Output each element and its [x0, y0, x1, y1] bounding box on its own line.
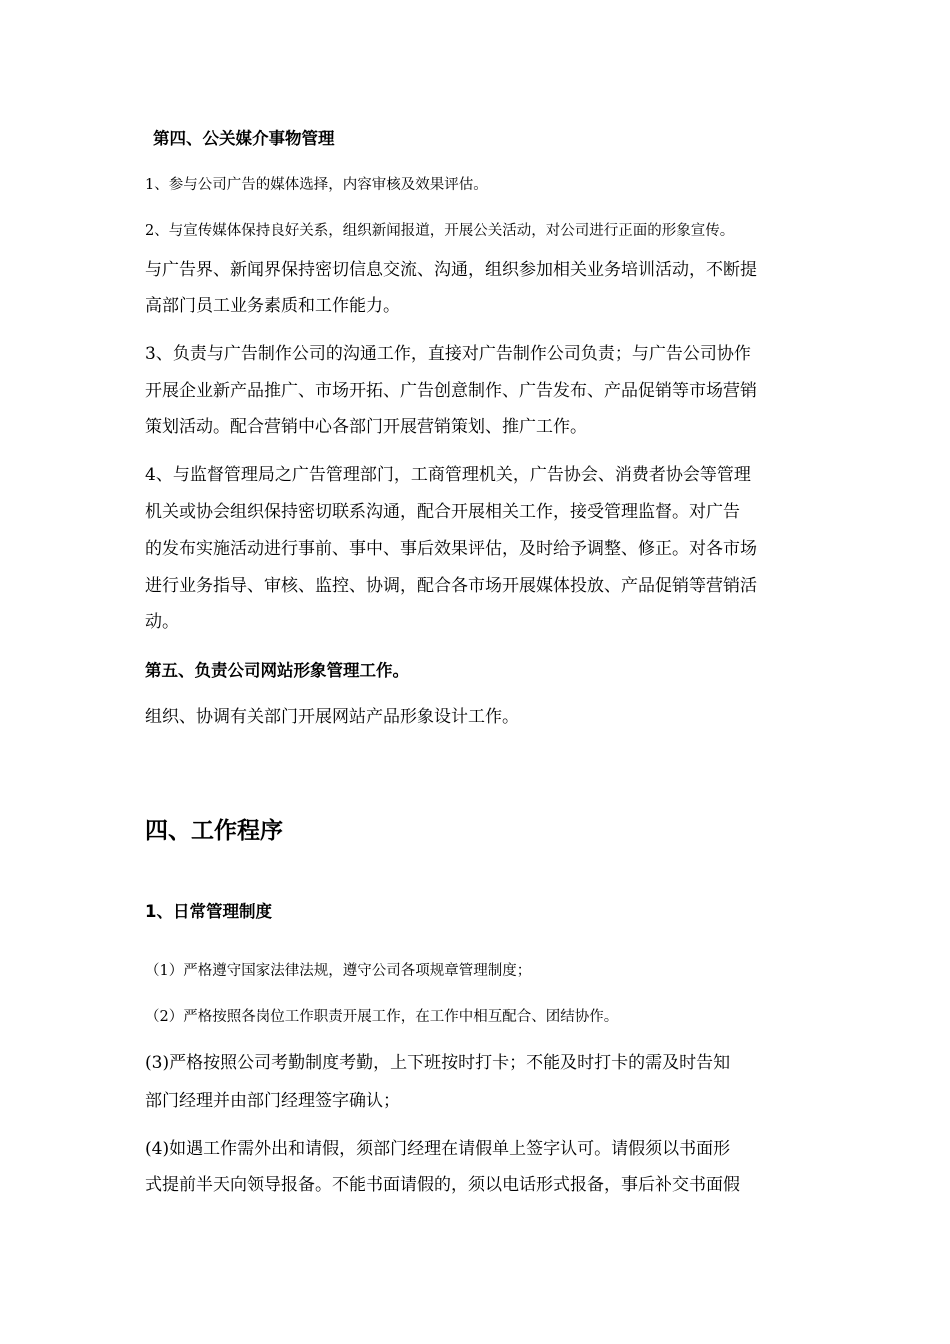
section-4-item-2-line-2: 与广告界、新闻界保持密切信息交流、沟通，组织参加相关业务培训活动，不断提 — [145, 260, 757, 280]
section-4-item-4-line-1: 4、与监督管理局之广告管理部门，工商管理机关，广告协会、消费者协会等管理 — [145, 465, 751, 485]
rule-4-line-1: (4)如遇工作需外出和请假，须部门经理在请假单上签字认可。请假须以书面形 — [145, 1139, 731, 1159]
section-5-title: 第五、负责公司网站形象管理工作。 — [145, 661, 409, 680]
subsection-1-title: 1、日常管理制度 — [145, 902, 272, 921]
section-4-title: 第四、公关媒介事物管理 — [153, 129, 335, 148]
chapter-title: 四、工作程序 — [145, 818, 283, 844]
section-4-item-4-line-4: 进行业务指导、审核、监控、协调，配合各市场开展媒体投放、产品促销等营销活 — [145, 576, 757, 596]
rule-4-line-2: 式提前半天向领导报备。不能书面请假的，须以电话形式报备，事后补交书面假 — [145, 1175, 740, 1195]
section-4-item-4-line-2: 机关或协会组织保持密切联系沟通，配合开展相关工作，接受管理监督。对广告 — [145, 502, 740, 522]
rule-2: （2）严格按照各岗位工作职责开展工作，在工作中相互配合、团结协作。 — [145, 1009, 619, 1025]
section-4-item-4-line-5: 动。 — [145, 612, 179, 632]
section-4-item-2-line-1: 2、与宣传媒体保持良好关系，组织新闻报道，开展公关活动，对公司进行正面的形象宣传。 — [145, 223, 735, 239]
rule-3-line-1: (3)严格按照公司考勤制度考勤，上下班按时打卡；不能及时打卡的需及时告知 — [145, 1053, 731, 1073]
section-4-item-3-line-1: 3、负责与广告制作公司的沟通工作，直接对广告制作公司负责；与广告公司协作 — [145, 344, 751, 364]
section-4-item-2-line-3: 高部门员工业务素质和工作能力。 — [145, 296, 400, 316]
section-5-body: 组织、协调有关部门开展网站产品形象设计工作。 — [145, 707, 519, 727]
rule-3-line-2: 部门经理并由部门经理签字确认； — [145, 1091, 400, 1111]
rule-1: （1）严格遵守国家法律法规，遵守公司各项规章管理制度； — [145, 963, 532, 979]
section-4-item-1: 1、参与公司广告的媒体选择，内容审核及效果评估。 — [145, 177, 488, 193]
section-4-item-3-line-3: 策划活动。配合营销中心各部门开展营销策划、推广工作。 — [145, 417, 587, 437]
section-4-item-4-line-3: 的发布实施活动进行事前、事中、事后效果评估，及时给予调整、修正。对各市场 — [145, 539, 757, 559]
section-4-item-3-line-2: 开展企业新产品推广、市场开拓、广告创意制作、广告发布、产品促销等市场营销 — [145, 381, 757, 401]
